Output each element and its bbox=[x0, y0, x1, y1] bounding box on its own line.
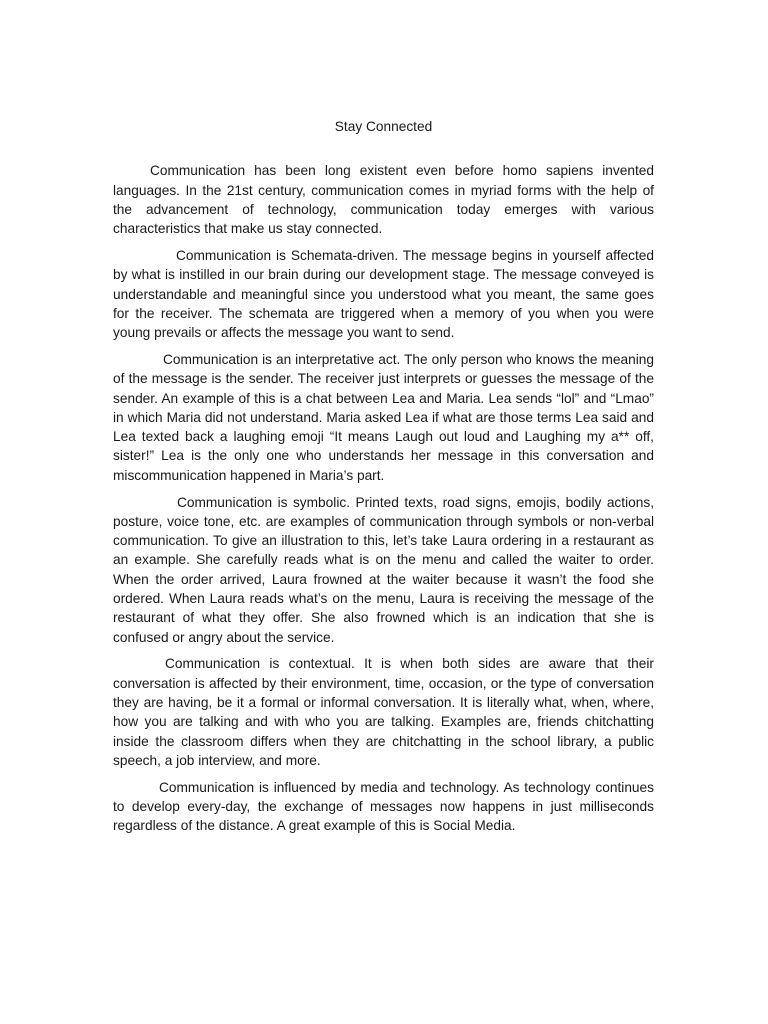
paragraph-media-technology: Communication is influenced by media and technology. As technology continues to develop every-day, the exchange of messages now happens in just milliseconds regardless of the distance. A great example of this is Social Media. bbox=[113, 779, 654, 834]
document-title: Stay Connected bbox=[334, 119, 433, 134]
paragraph-contextual: Communication is contextual. It is when both sides are aware that their conversation is affected by their environment, time, occasion, or the type of conversation they are having, be it a formal or informal conversation. It is literally what, when, where, how you are talking and with who you are talking. Examples are, friends chitchatting inside the classroom differs when they are chitchatting in the school library, a public speech, a job interview, and more. bbox=[113, 656, 654, 768]
paragraph-schemata-driven: Communication is Schemata-driven. The message begins in yourself affected by what is instilled in our brain during our development stage. The message conveyed is understandable and meaningful since you understood what you meant, the same goes for the receiver. The schemata are triggered when a memory of you when you were young prevails or affects the message you want to send. bbox=[113, 247, 654, 341]
paragraph-interpretative-act: Communication is an interpretative act. The only person who knows the meaning of the message is the sender. The receiver just interprets or guesses the message of the sender. An example of this is a chat between Lea and Maria. Lea sends “lol” and “Lmao” in which Maria did not understand. Maria asked Lea if what are those terms Lea said and Lea texted back a laughing emoji “It means Laugh out loud and Laughing my a** off, sister!” Lea is the only one who understands her message in this conversation and miscommunication happened in Maria’s part. bbox=[113, 351, 654, 483]
document-page bbox=[113, 117, 654, 843]
paragraph-introduction: Communication has been long existent even before homo sapiens invented languages. In the 21st century, communication comes in myriad forms with the help of the advancement of technology, communication today emerges with various characteristics that make us stay connected. bbox=[113, 163, 654, 237]
paragraph-symbolic: Communication is symbolic. Printed texts, road signs, emojis, bodily actions, posture, voice tone, etc. are examples of communication through symbols or non-verbal communication. To give an illustration to this, let’s take Laura ordering in a restaurant as an example. She carefully reads what is on the menu and called the waiter to order. When the order arrived, Laura frowned at the waiter because it wasn’t the food she ordered. When Laura reads what’s on the menu, Laura is receiving the message of the restaurant of what they offer. She also frowned which is an indication that she is confused or angry about the service. bbox=[113, 494, 654, 645]
